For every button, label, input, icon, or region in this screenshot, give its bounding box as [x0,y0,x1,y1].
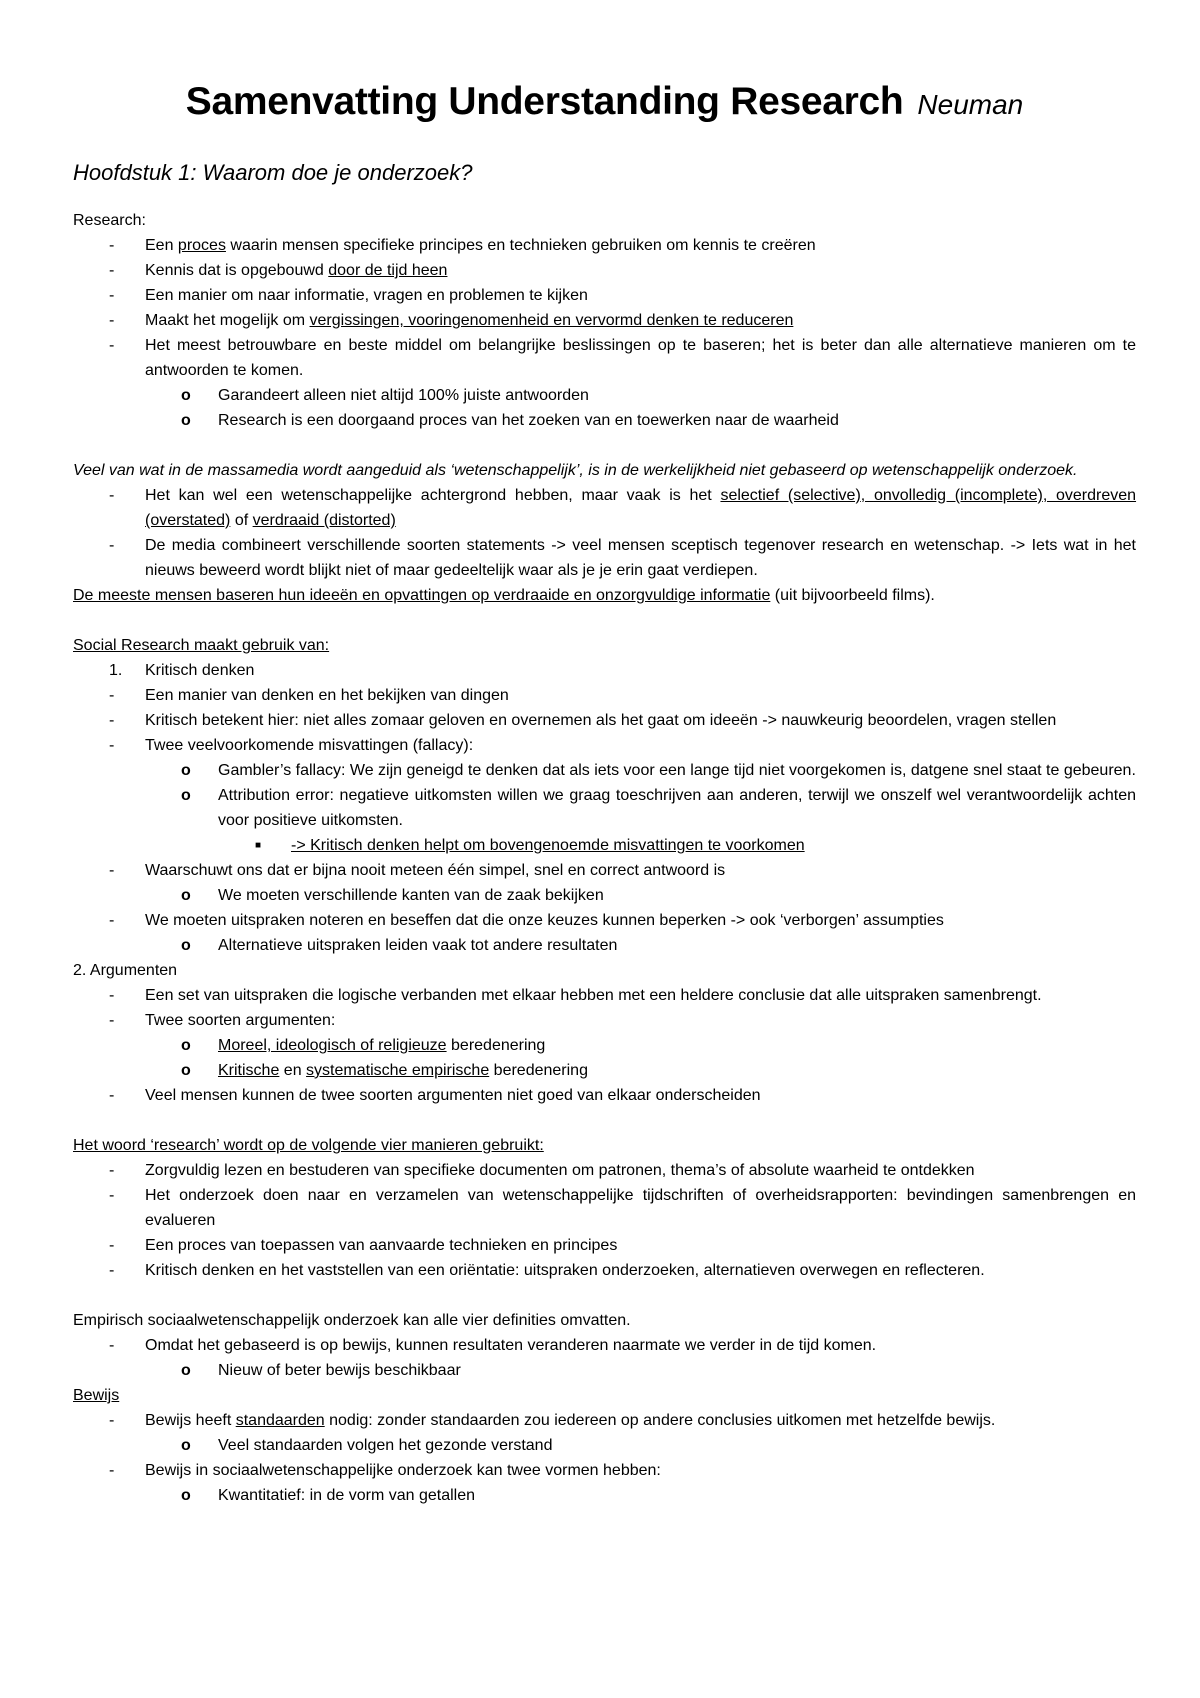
list-item: - Een manier om naar informatie, vragen en problemen te kijken [73,283,1136,308]
research-list [73,233,1136,433]
dash-marker: - [109,687,115,704]
circle-marker: o [181,762,191,779]
woord-heading: Het woord ‘research’ wordt op de volgende vier manieren gebruikt: [73,1137,544,1154]
list-item: - Omdat het gebaseerd is op bewijs, kunnen resultaten veranderen naarmate we verder in de tijd komen. [73,1333,1136,1358]
list-item: o Gambler’s fallacy: We zijn geneigd te denken dat als iets voor een lange tijd niet voorgekomen is, datgene snel staat te gebeuren. [73,758,1136,783]
list-item: - Kennis dat is opgebouwd door de tijd heen [73,258,1136,283]
list-item: - Kritisch betekent hier: niet alles zomaar geloven en overnemen als het gaat om ideeën -> nauwkeurig beoordelen, vragen stellen [73,708,1136,733]
list-item: - De media combineert verschillende soorten statements -> veel mensen sceptisch tegenover research en wetenschap. -> Iets wat in het nieuws beweerd wordt blijkt niet of maar gedeeltelijk waar als je je erin gaat verdiepen. [73,533,1136,583]
dash-marker: - [109,862,115,879]
circle-marker: o [181,1037,191,1054]
empirisch-list [73,1333,1136,1383]
dash-marker: - [109,237,115,254]
dash-marker: - [109,1162,115,1179]
list-item: o Veel standaarden volgen het gezonde verstand [73,1433,1136,1458]
dash-marker: - [109,262,115,279]
list-item: o Research is een doorgaand proces van het zoeken van en toewerken naar de waarheid [73,408,1136,433]
square-marker: ■ [255,840,262,851]
media-intro: Veel van wat in de massamedia wordt aangeduid als ‘wetenschappelijk’, is in de werkelijkheid niet gebaseerd op wetenschappelijk onderzoek. [73,462,1078,479]
arguments-list [73,983,1136,1108]
dash-marker: - [109,287,115,304]
numbered-item: 1. Kritisch denken [73,658,1136,683]
dash-marker: - [109,487,115,504]
list-item: o Nieuw of beter bewijs beschikbaar [73,1358,1136,1383]
circle-marker: o [181,1362,191,1379]
list-item: o Alternatieve uitspraken leiden vaak tot andere resultaten [73,933,1136,958]
circle-marker: o [181,937,191,954]
list-item: - Een proces van toepassen van aanvaarde technieken en principes [73,1233,1136,1258]
dash-marker: - [109,1237,115,1254]
media-list [73,483,1136,583]
document-title [73,78,1136,129]
circle-marker: o [181,787,191,804]
list-item: - Het meest betrouwbare en beste middel om belangrijke beslissingen op te baseren; het is beter dan alle alternatieve manieren om te antwoorden te komen. [73,333,1136,383]
dash-marker: - [109,1262,115,1279]
empirisch-intro: Empirisch sociaalwetenschappelijk onderzoek kan alle vier definities omvatten. [73,1312,631,1329]
circle-marker: o [181,1487,191,1504]
dash-marker: - [109,1187,115,1204]
list-item: - Het kan wel een wetenschappelijke achtergrond hebben, maar vaak is het selectief (selective), onvolledig (incomplete), overdreven (overstated) of verdraaid (distorted) [73,483,1136,533]
dash-marker: - [109,1462,115,1479]
dash-marker: - [109,912,115,929]
dash-marker: - [109,1412,115,1429]
list-item: o Moreel, ideologisch of religieuze beredenering [73,1033,1136,1058]
list-item: - Een set van uitspraken die logische verbanden met elkaar hebben met een heldere conclusie dat alle uitspraken samenbrengt. [73,983,1136,1008]
social-heading: Social Research maakt gebruik van: [73,637,330,654]
list-item: o We moeten verschillende kanten van de zaak bekijken [73,883,1136,908]
list-item: o Kritische en systematische empirische beredenering [73,1058,1136,1083]
social-list [73,658,1136,958]
list-item: - Het onderzoek doen naar en verzamelen van wetenschappelijke tijdschriften of overheidsrapporten: bevindingen samenbrengen en evalueren [73,1183,1136,1233]
media-closing: De meeste mensen baseren hun ideeën en opvattingen op verdraaide en onzorgvuldige informatie (uit bijvoorbeeld films). [73,587,935,604]
list-item: o Attribution error: negatieve uitkomsten willen we graag toeschrijven aan anderen, terwijl we onszelf wel verantwoordelijk achten voor positieve uitkomsten. [73,783,1136,833]
circle-marker: o [181,1062,191,1079]
bewijs-heading: Bewijs [73,1387,120,1404]
list-item: - Twee veelvoorkomende misvattingen (fallacy): [73,733,1136,758]
dash-marker: - [109,337,115,354]
list-item: - Een manier van denken en het bekijken van dingen [73,683,1136,708]
woord-list [73,1158,1136,1283]
dash-marker: - [109,537,115,554]
circle-marker: o [181,387,191,404]
list-item: - Waarschuwt ons dat er bijna nooit meteen één simpel, snel en correct antwoord is [73,858,1136,883]
dash-marker: - [109,1337,115,1354]
list-item: - Bewijs heeft standaarden nodig: zonder standaarden zou iedereen op andere conclusies uitkomen met hetzelfde bewijs. [73,1408,1136,1433]
list-item: - Bewijs in sociaalwetenschappelijke onderzoek kan twee vormen hebben: [73,1458,1136,1483]
dash-marker: - [109,1087,115,1104]
title-main: Samenvatting Understanding Research [185,80,904,123]
list-item: - Een proces waarin mensen specifieke principes en technieken gebruiken om kennis te creëren [73,233,1136,258]
list-item: - Veel mensen kunnen de twee soorten argumenten niet goed van elkaar onderscheiden [73,1083,1136,1108]
dash-marker: - [109,712,115,729]
list-item: o Garandeert alleen niet altijd 100% juiste antwoorden [73,383,1136,408]
circle-marker: o [181,412,191,429]
research-heading: Research: [73,212,146,229]
chapter-heading: Hoofdstuk 1: Waarom doe je onderzoek? [73,160,473,185]
dash-marker: - [109,1012,115,1029]
list-item: - Zorgvuldig lezen en bestuderen van specifieke documenten om patronen, thema’s of absolute waarheid te ontdekken [73,1158,1136,1183]
circle-marker: o [181,1437,191,1454]
list-item: - Twee soorten argumenten: [73,1008,1136,1033]
list-item: o Kwantitatief: in de vorm van getallen [73,1483,1136,1508]
dash-marker: - [109,737,115,754]
list-item: - Kritisch denken en het vaststellen van een oriëntatie: uitspraken onderzoeken, alternatieven overwegen en reflecteren. [73,1258,1136,1283]
arguments-heading: 2. Argumenten [73,962,178,979]
title-author: Neuman [917,89,1024,120]
circle-marker: o [181,887,191,904]
list-item: ■ -> Kritisch denken helpt om bovengenoemde misvattingen te voorkomen [73,833,1136,858]
number-marker: 1. [109,662,123,679]
dash-marker: - [109,312,115,329]
dash-marker: - [109,987,115,1004]
list-item: - Maakt het mogelijk om vergissingen, vooringenomenheid en vervormd denken te reduceren [73,308,1136,333]
bewijs-list [73,1408,1136,1508]
list-item: - We moeten uitspraken noteren en beseffen dat die onze keuzes kunnen beperken -> ook ‘verborgen’ assumpties [73,908,1136,933]
